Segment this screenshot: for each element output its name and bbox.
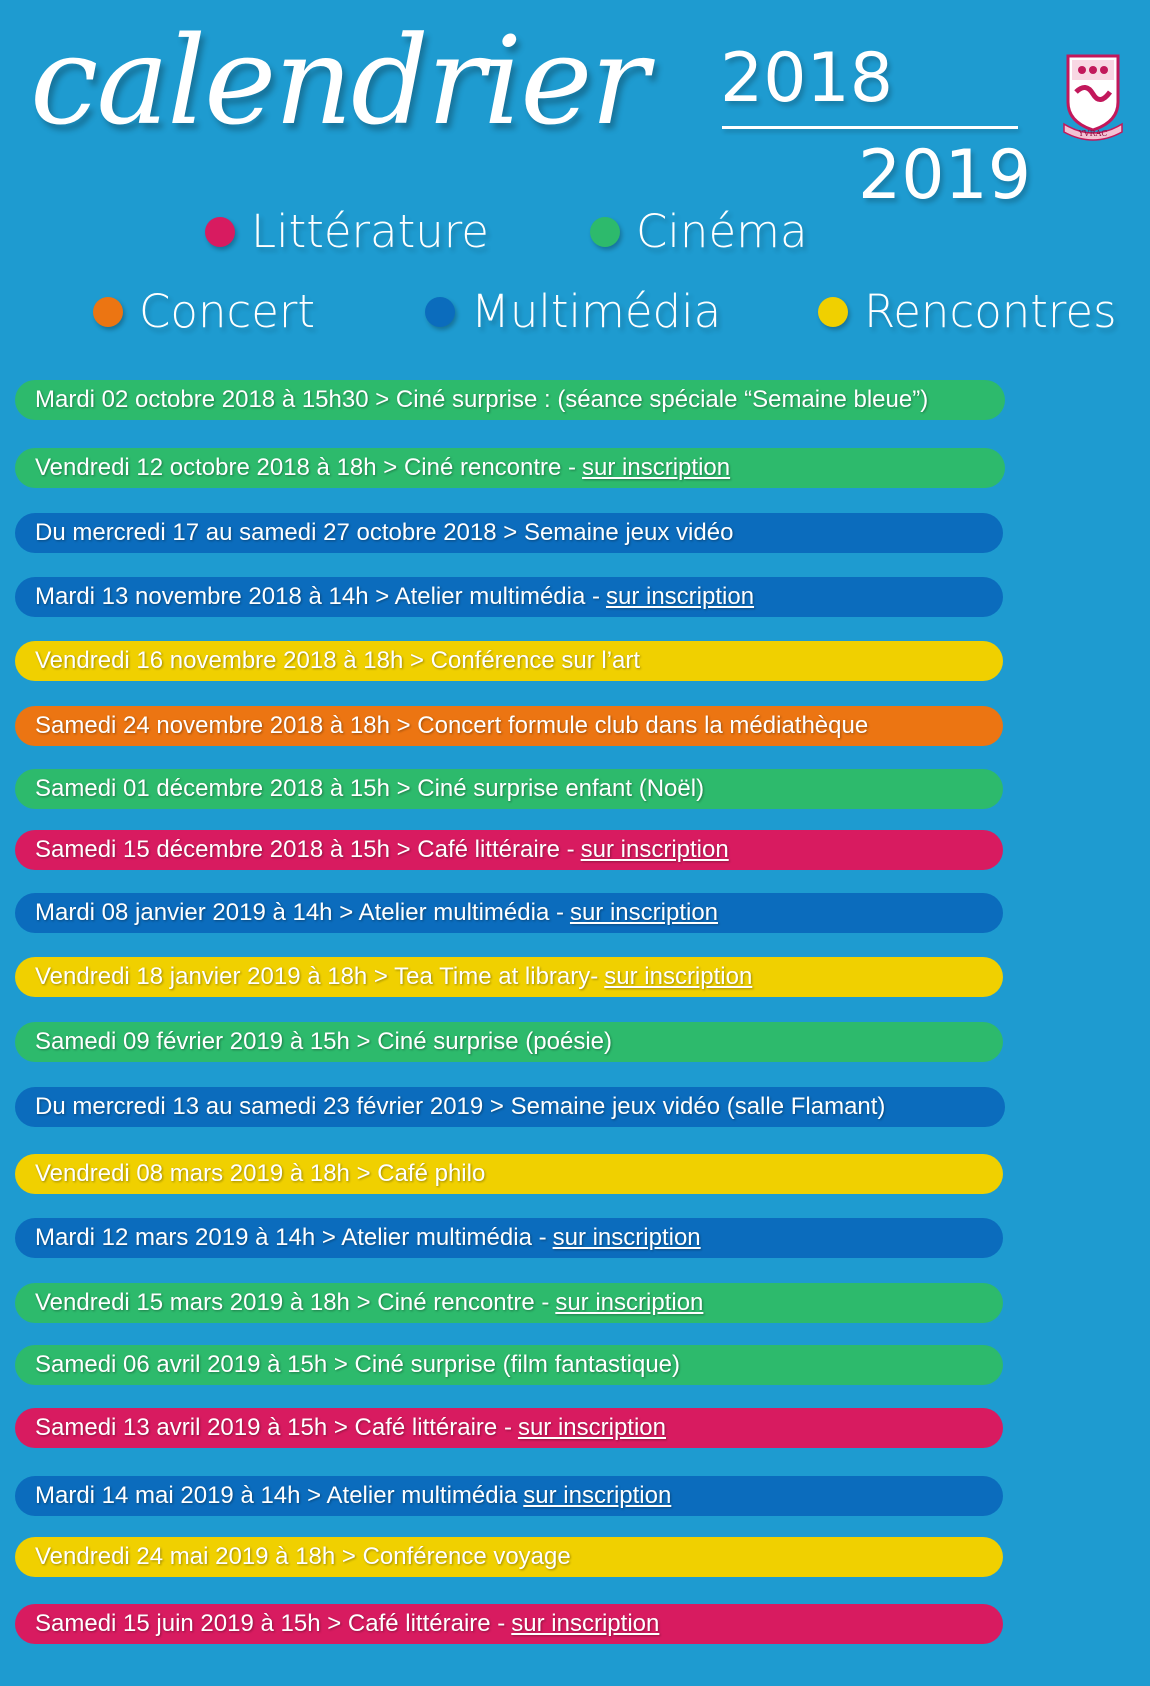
event-row	[15, 448, 1005, 488]
inscription-link[interactable]: sur inscription	[552, 1224, 701, 1251]
event-text: Mardi 12 mars 2019 à 14h > Atelier multimédia -	[35, 1224, 547, 1251]
legend-label: Multimédia	[471, 285, 722, 338]
event-text: Samedi 15 juin 2019 à 15h > Café littéraire -	[35, 1610, 506, 1637]
inscription-link[interactable]: sur inscription	[517, 1414, 666, 1441]
rencontres-dot	[818, 297, 848, 327]
svg-text:YVRAC: YVRAC	[1078, 129, 1108, 138]
event-text: Mardi 13 novembre 2018 à 14h > Atelier multimédia -	[35, 583, 600, 610]
event-text: Samedi 15 décembre 2018 à 15h > Café littéraire -	[35, 836, 575, 863]
event-row	[15, 577, 1003, 617]
inscription-link[interactable]: sur inscription	[569, 899, 719, 926]
year-start: 2018	[720, 39, 894, 118]
litterature-dot	[205, 217, 235, 247]
event-text: Vendredi 16 novembre 2018 à 18h > Conférence sur l’art	[35, 647, 641, 674]
legend-rencontres	[818, 285, 1117, 338]
event-text: Samedi 09 février 2019 à 15h > Ciné surprise (poésie)	[35, 1028, 612, 1055]
legend-label: Concert	[139, 285, 316, 338]
inscription-link[interactable]: sur inscription	[604, 963, 753, 990]
inscription-link[interactable]: sur inscription	[511, 1610, 660, 1637]
event-row	[15, 957, 1003, 997]
event-text: Du mercredi 17 au samedi 27 octobre 2018 > Semaine jeux vidéo	[35, 519, 734, 546]
event-row	[15, 1087, 1005, 1127]
page-title: calendrier	[30, 10, 647, 152]
legend-litterature	[205, 205, 489, 258]
event-row	[15, 1345, 1003, 1385]
event-row	[15, 893, 1003, 933]
event-text: Mardi 08 janvier 2019 à 14h > Atelier multimédia -	[35, 899, 564, 926]
event-text: Vendredi 15 mars 2019 à 18h > Ciné rencontre -	[35, 1289, 550, 1316]
event-text: Samedi 13 avril 2019 à 15h > Café littéraire -	[35, 1414, 512, 1441]
legend-label: Cinéma	[636, 205, 808, 258]
event-row	[15, 641, 1003, 681]
year-end: 2019	[858, 136, 1032, 215]
event-text: Vendredi 18 janvier 2019 à 18h > Tea Time at library-	[35, 963, 599, 990]
event-row	[15, 1283, 1003, 1323]
event-row	[15, 513, 1003, 553]
event-text: Mardi 14 mai 2019 à 14h > Atelier multimédia	[35, 1482, 518, 1509]
event-row	[15, 1408, 1003, 1448]
inscription-link[interactable]: sur inscription	[580, 836, 729, 863]
event-row	[15, 1604, 1003, 1644]
legend-concert	[93, 285, 315, 338]
event-row	[15, 1476, 1003, 1516]
yvrac-crest-logo	[1060, 52, 1126, 142]
event-row	[15, 830, 1003, 870]
event-text: Vendredi 12 octobre 2018 à 18h > Ciné rencontre -	[35, 454, 577, 481]
event-row	[15, 706, 1003, 746]
legend-cinema	[590, 205, 808, 258]
event-text: Vendredi 24 mai 2019 à 18h > Conférence voyage	[35, 1543, 571, 1570]
event-row	[15, 1218, 1003, 1258]
event-text: Vendredi 08 mars 2019 à 18h > Café philo	[35, 1160, 486, 1187]
multimedia-dot	[425, 297, 455, 327]
event-text: Du mercredi 13 au samedi 23 février 2019 > Semaine jeux vidéo (salle Flamant)	[35, 1093, 886, 1120]
event-row	[15, 1154, 1003, 1194]
event-text: Mardi 02 octobre 2018 à 15h30 > Ciné surprise : (séance spéciale “Semaine bleue”)	[35, 386, 929, 413]
legend-label: Littérature	[251, 205, 489, 258]
event-row	[15, 1537, 1003, 1577]
concert-dot	[93, 297, 123, 327]
event-text: Samedi 01 décembre 2018 à 15h > Ciné surprise enfant (Noël)	[35, 775, 705, 802]
event-row	[15, 1022, 1003, 1062]
cinema-dot	[590, 217, 620, 247]
inscription-link[interactable]: sur inscription	[605, 583, 755, 610]
inscription-link[interactable]: sur inscription	[523, 1482, 672, 1509]
year-divider	[722, 126, 1018, 129]
inscription-link[interactable]: sur inscription	[555, 1289, 704, 1316]
event-text: Samedi 24 novembre 2018 à 18h > Concert formule club dans la médiathèque	[35, 712, 869, 739]
event-row	[15, 380, 1005, 420]
event-row	[15, 769, 1003, 809]
inscription-link[interactable]: sur inscription	[582, 454, 731, 481]
event-text: Samedi 06 avril 2019 à 15h > Ciné surprise (film fantastique)	[35, 1351, 680, 1378]
legend-multimedia	[425, 285, 721, 338]
legend-label: Rencontres	[864, 285, 1117, 338]
